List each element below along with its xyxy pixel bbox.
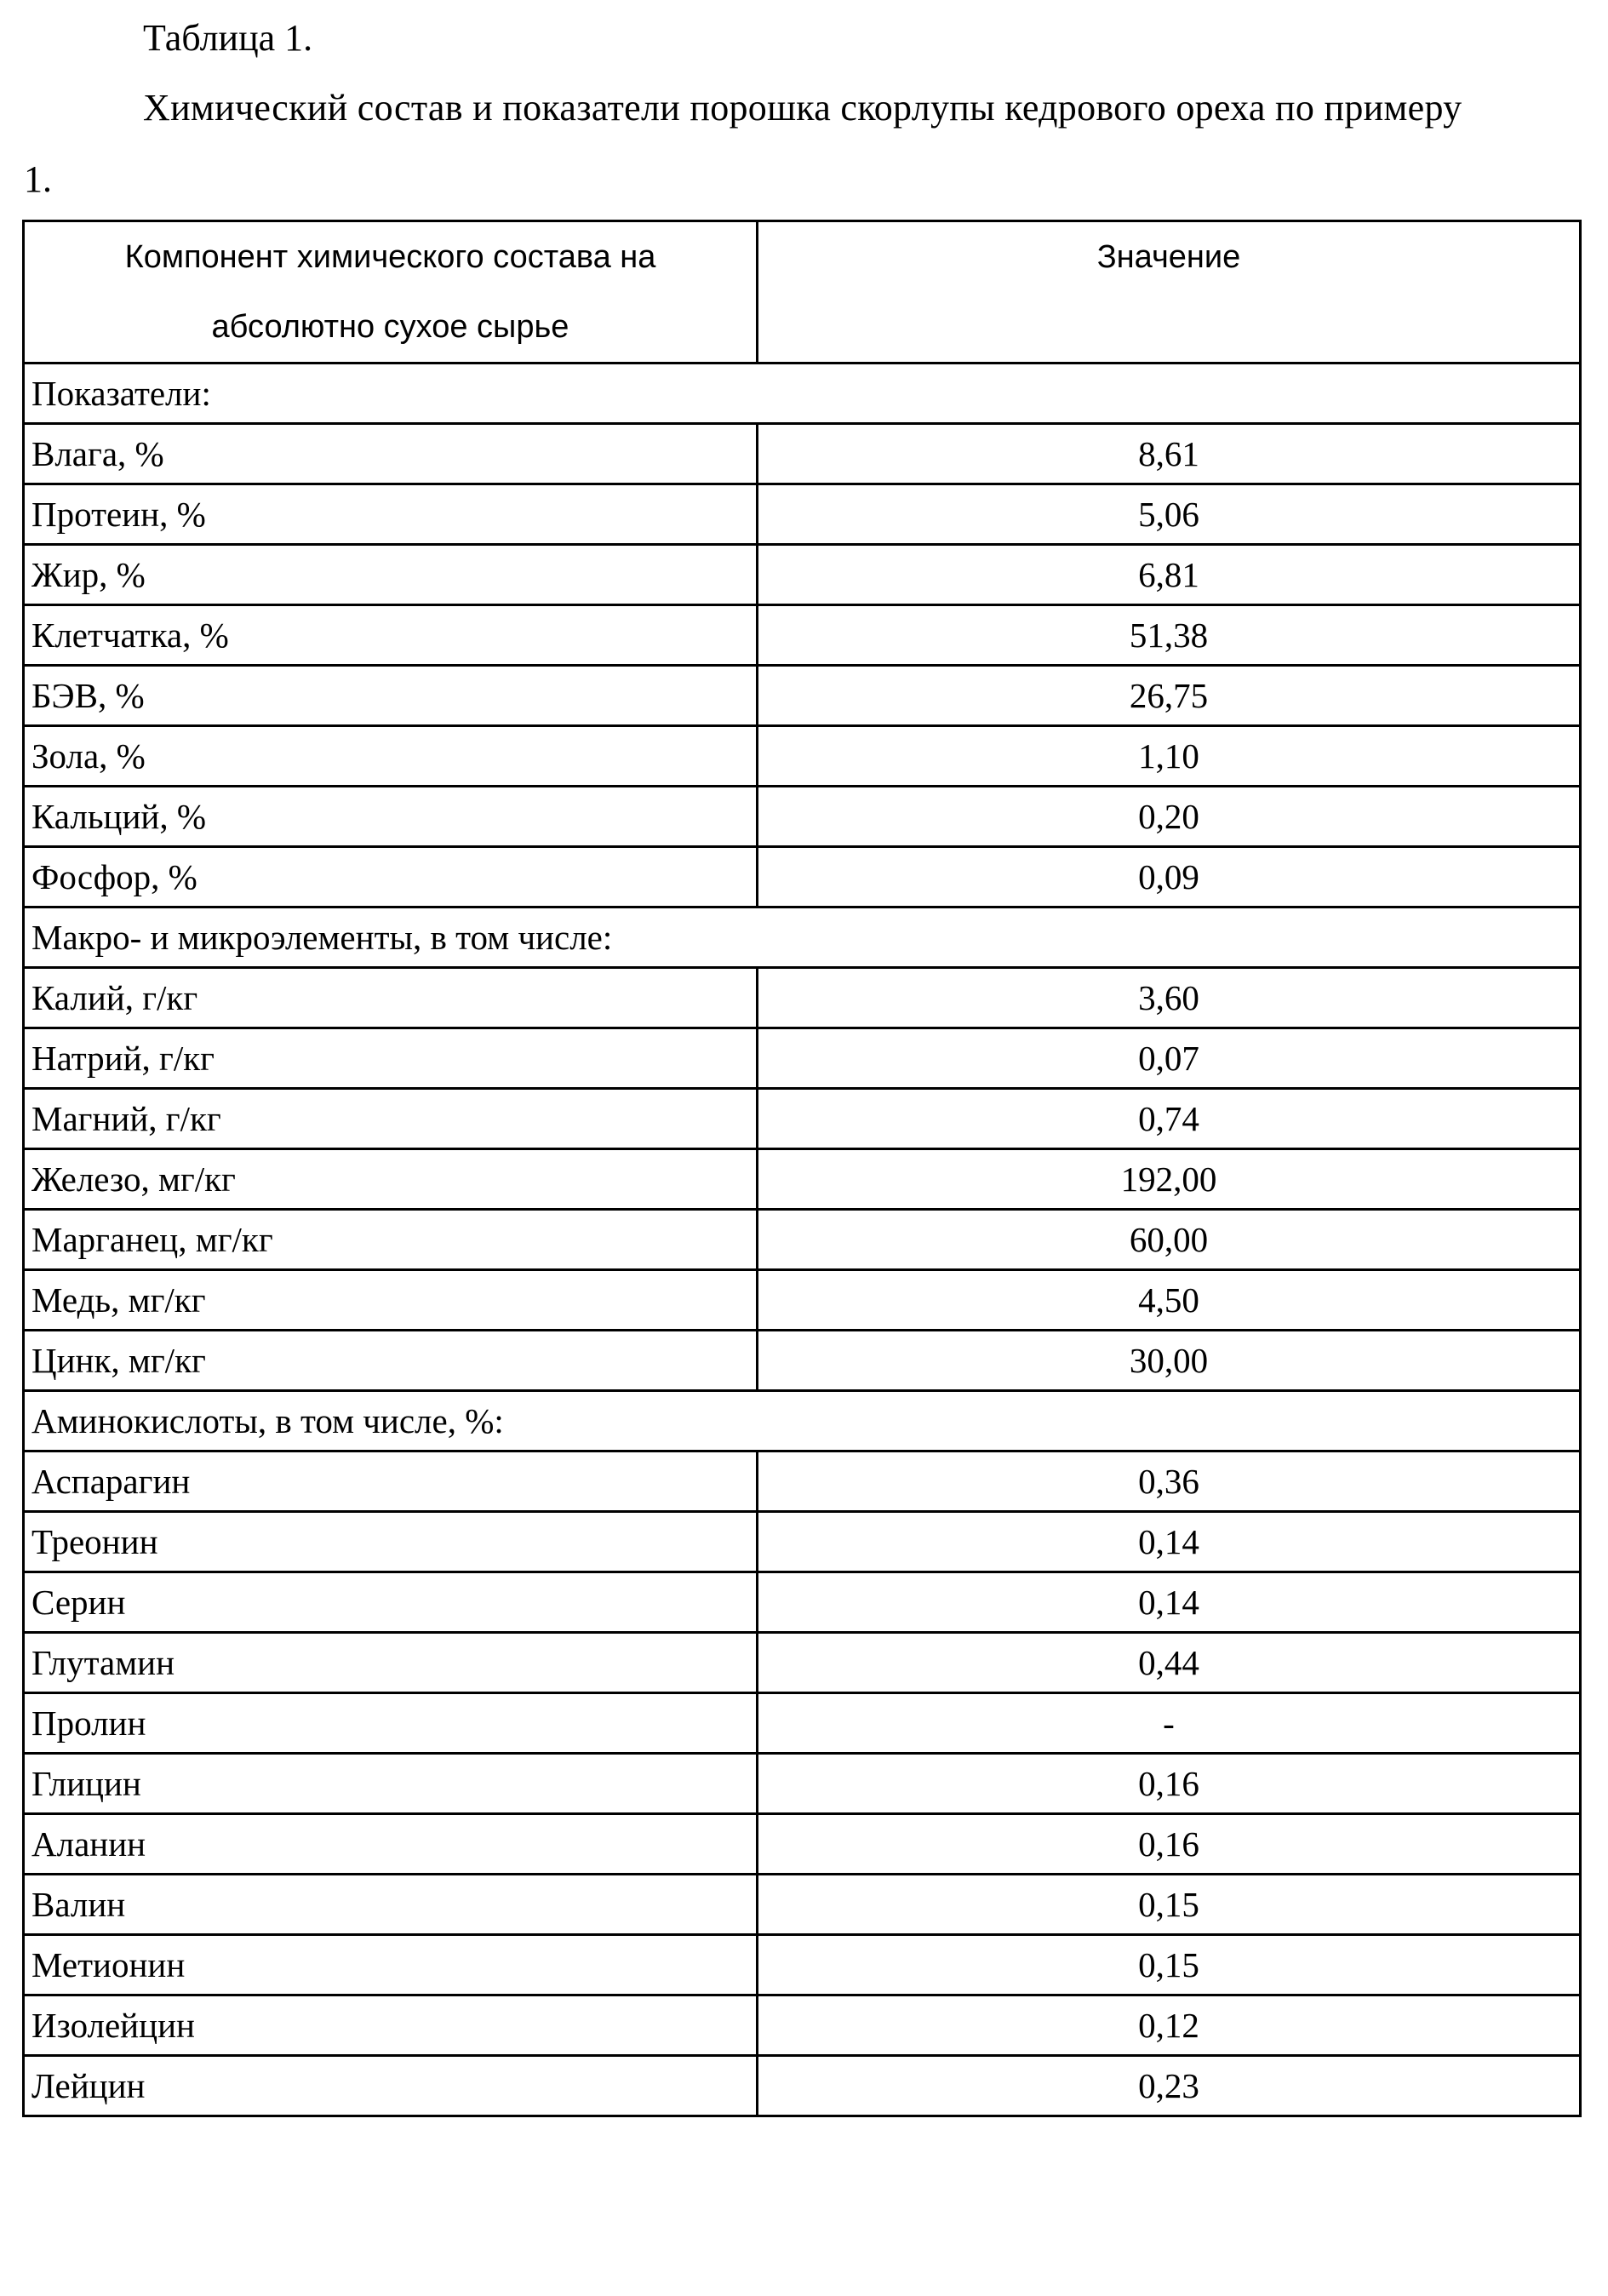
component-name-cell: Натрий, г/кг — [24, 1028, 758, 1089]
table-row — [24, 1814, 1581, 1875]
component-name-cell: Лейцин — [24, 2056, 758, 2116]
component-name-cell: Аланин — [24, 1814, 758, 1875]
table-row — [24, 1995, 1581, 2056]
table-row — [24, 1693, 1581, 1754]
section-label: Показатели: — [24, 364, 1581, 424]
component-name-cell: Жир, % — [24, 545, 758, 605]
component-value-cell: 0,44 — [758, 1633, 1581, 1693]
component-value-cell: 5,06 — [758, 484, 1581, 545]
table-row — [24, 424, 1581, 484]
component-value-cell: 0,14 — [758, 1512, 1581, 1572]
table-row — [24, 787, 1581, 847]
component-name-cell: Серин — [24, 1572, 758, 1633]
component-name-cell: Глицин — [24, 1754, 758, 1814]
table-row — [24, 1451, 1581, 1512]
component-name-cell: Изолейцин — [24, 1995, 758, 2056]
table-row — [24, 1512, 1581, 1572]
section-row — [24, 1391, 1581, 1451]
component-value-cell: 0,23 — [758, 2056, 1581, 2116]
component-value-cell: 4,50 — [758, 1270, 1581, 1331]
component-value-cell: 0,16 — [758, 1754, 1581, 1814]
component-name-cell: Калий, г/кг — [24, 968, 758, 1028]
component-name-cell: Фосфор, % — [24, 847, 758, 908]
table-row — [24, 1331, 1581, 1391]
component-value-cell: 8,61 — [758, 424, 1581, 484]
component-name-cell: Железо, мг/кг — [24, 1149, 758, 1210]
component-name-cell: Влага, % — [24, 424, 758, 484]
component-name-cell: Зола, % — [24, 726, 758, 787]
component-value-cell: 0,74 — [758, 1089, 1581, 1149]
component-name-cell: БЭВ, % — [24, 666, 758, 726]
component-value-cell: 26,75 — [758, 666, 1581, 726]
table-body — [24, 221, 1581, 2116]
header-component-line-2: абсолютно сухое сырье — [211, 309, 569, 345]
component-name-cell: Цинк, мг/кг — [24, 1331, 758, 1391]
component-value-cell: 192,00 — [758, 1149, 1581, 1210]
header-component-cell — [24, 221, 758, 364]
component-name-cell: Магний, г/кг — [24, 1089, 758, 1149]
table-row — [24, 1028, 1581, 1089]
component-value-cell: 0,36 — [758, 1451, 1581, 1512]
table-row — [24, 545, 1581, 605]
component-name-cell: Аспарагин — [24, 1451, 758, 1512]
composition-table — [22, 220, 1582, 2117]
section-row — [24, 908, 1581, 968]
component-value-cell: 3,60 — [758, 968, 1581, 1028]
table-row — [24, 605, 1581, 666]
component-value-cell: 30,00 — [758, 1331, 1581, 1391]
header-component-line-1: Компонент химического состава на — [124, 239, 656, 275]
component-name-cell: Метионин — [24, 1935, 758, 1995]
table-row — [24, 726, 1581, 787]
component-value-cell: 6,81 — [758, 545, 1581, 605]
table-row — [24, 1875, 1581, 1935]
table-title-line-2: 1. — [24, 158, 52, 200]
table-row — [24, 968, 1581, 1028]
component-value-cell: 60,00 — [758, 1210, 1581, 1270]
component-value-cell: 51,38 — [758, 605, 1581, 666]
table-row — [24, 1754, 1581, 1814]
component-value-cell: 0,15 — [758, 1935, 1581, 1995]
component-name-cell: Валин — [24, 1875, 758, 1935]
table-row — [24, 847, 1581, 908]
table-row — [24, 1270, 1581, 1331]
table-row — [24, 666, 1581, 726]
component-name-cell: Протеин, % — [24, 484, 758, 545]
component-value-cell: 0,16 — [758, 1814, 1581, 1875]
component-name-cell: Пролин — [24, 1693, 758, 1754]
component-name-cell: Клетчатка, % — [24, 605, 758, 666]
component-value-cell: 0,20 — [758, 787, 1581, 847]
component-name-cell: Марганец, мг/кг — [24, 1210, 758, 1270]
table-row — [24, 1210, 1581, 1270]
section-label: Макро- и микроэлементы, в том числе: — [24, 908, 1581, 968]
component-name-cell: Кальций, % — [24, 787, 758, 847]
component-value-cell: 0,12 — [758, 1995, 1581, 2056]
table-row — [24, 1935, 1581, 1995]
table-title-line-1: Химический состав и показатели порошка скорлупы кедрового ореха по примеру — [143, 87, 1462, 129]
table-row — [24, 2056, 1581, 2116]
table-row — [24, 1633, 1581, 1693]
table-row — [24, 1089, 1581, 1149]
component-value-cell: 0,07 — [758, 1028, 1581, 1089]
component-value-cell: - — [758, 1693, 1581, 1754]
section-label: Аминокислоты, в том числе, %: — [24, 1391, 1581, 1451]
component-value-cell: 1,10 — [758, 726, 1581, 787]
table-row — [24, 484, 1581, 545]
component-name-cell: Треонин — [24, 1512, 758, 1572]
component-value-cell: 0,14 — [758, 1572, 1581, 1633]
table-row — [24, 1149, 1581, 1210]
component-name-cell: Медь, мг/кг — [24, 1270, 758, 1331]
table-label: Таблица 1. — [143, 17, 313, 59]
component-value-cell: 0,15 — [758, 1875, 1581, 1935]
header-value-cell: Значение — [758, 221, 1581, 364]
table-row — [24, 1572, 1581, 1633]
component-name-cell: Глутамин — [24, 1633, 758, 1693]
section-row — [24, 364, 1581, 424]
table-header-row — [24, 221, 1581, 364]
component-value-cell: 0,09 — [758, 847, 1581, 908]
